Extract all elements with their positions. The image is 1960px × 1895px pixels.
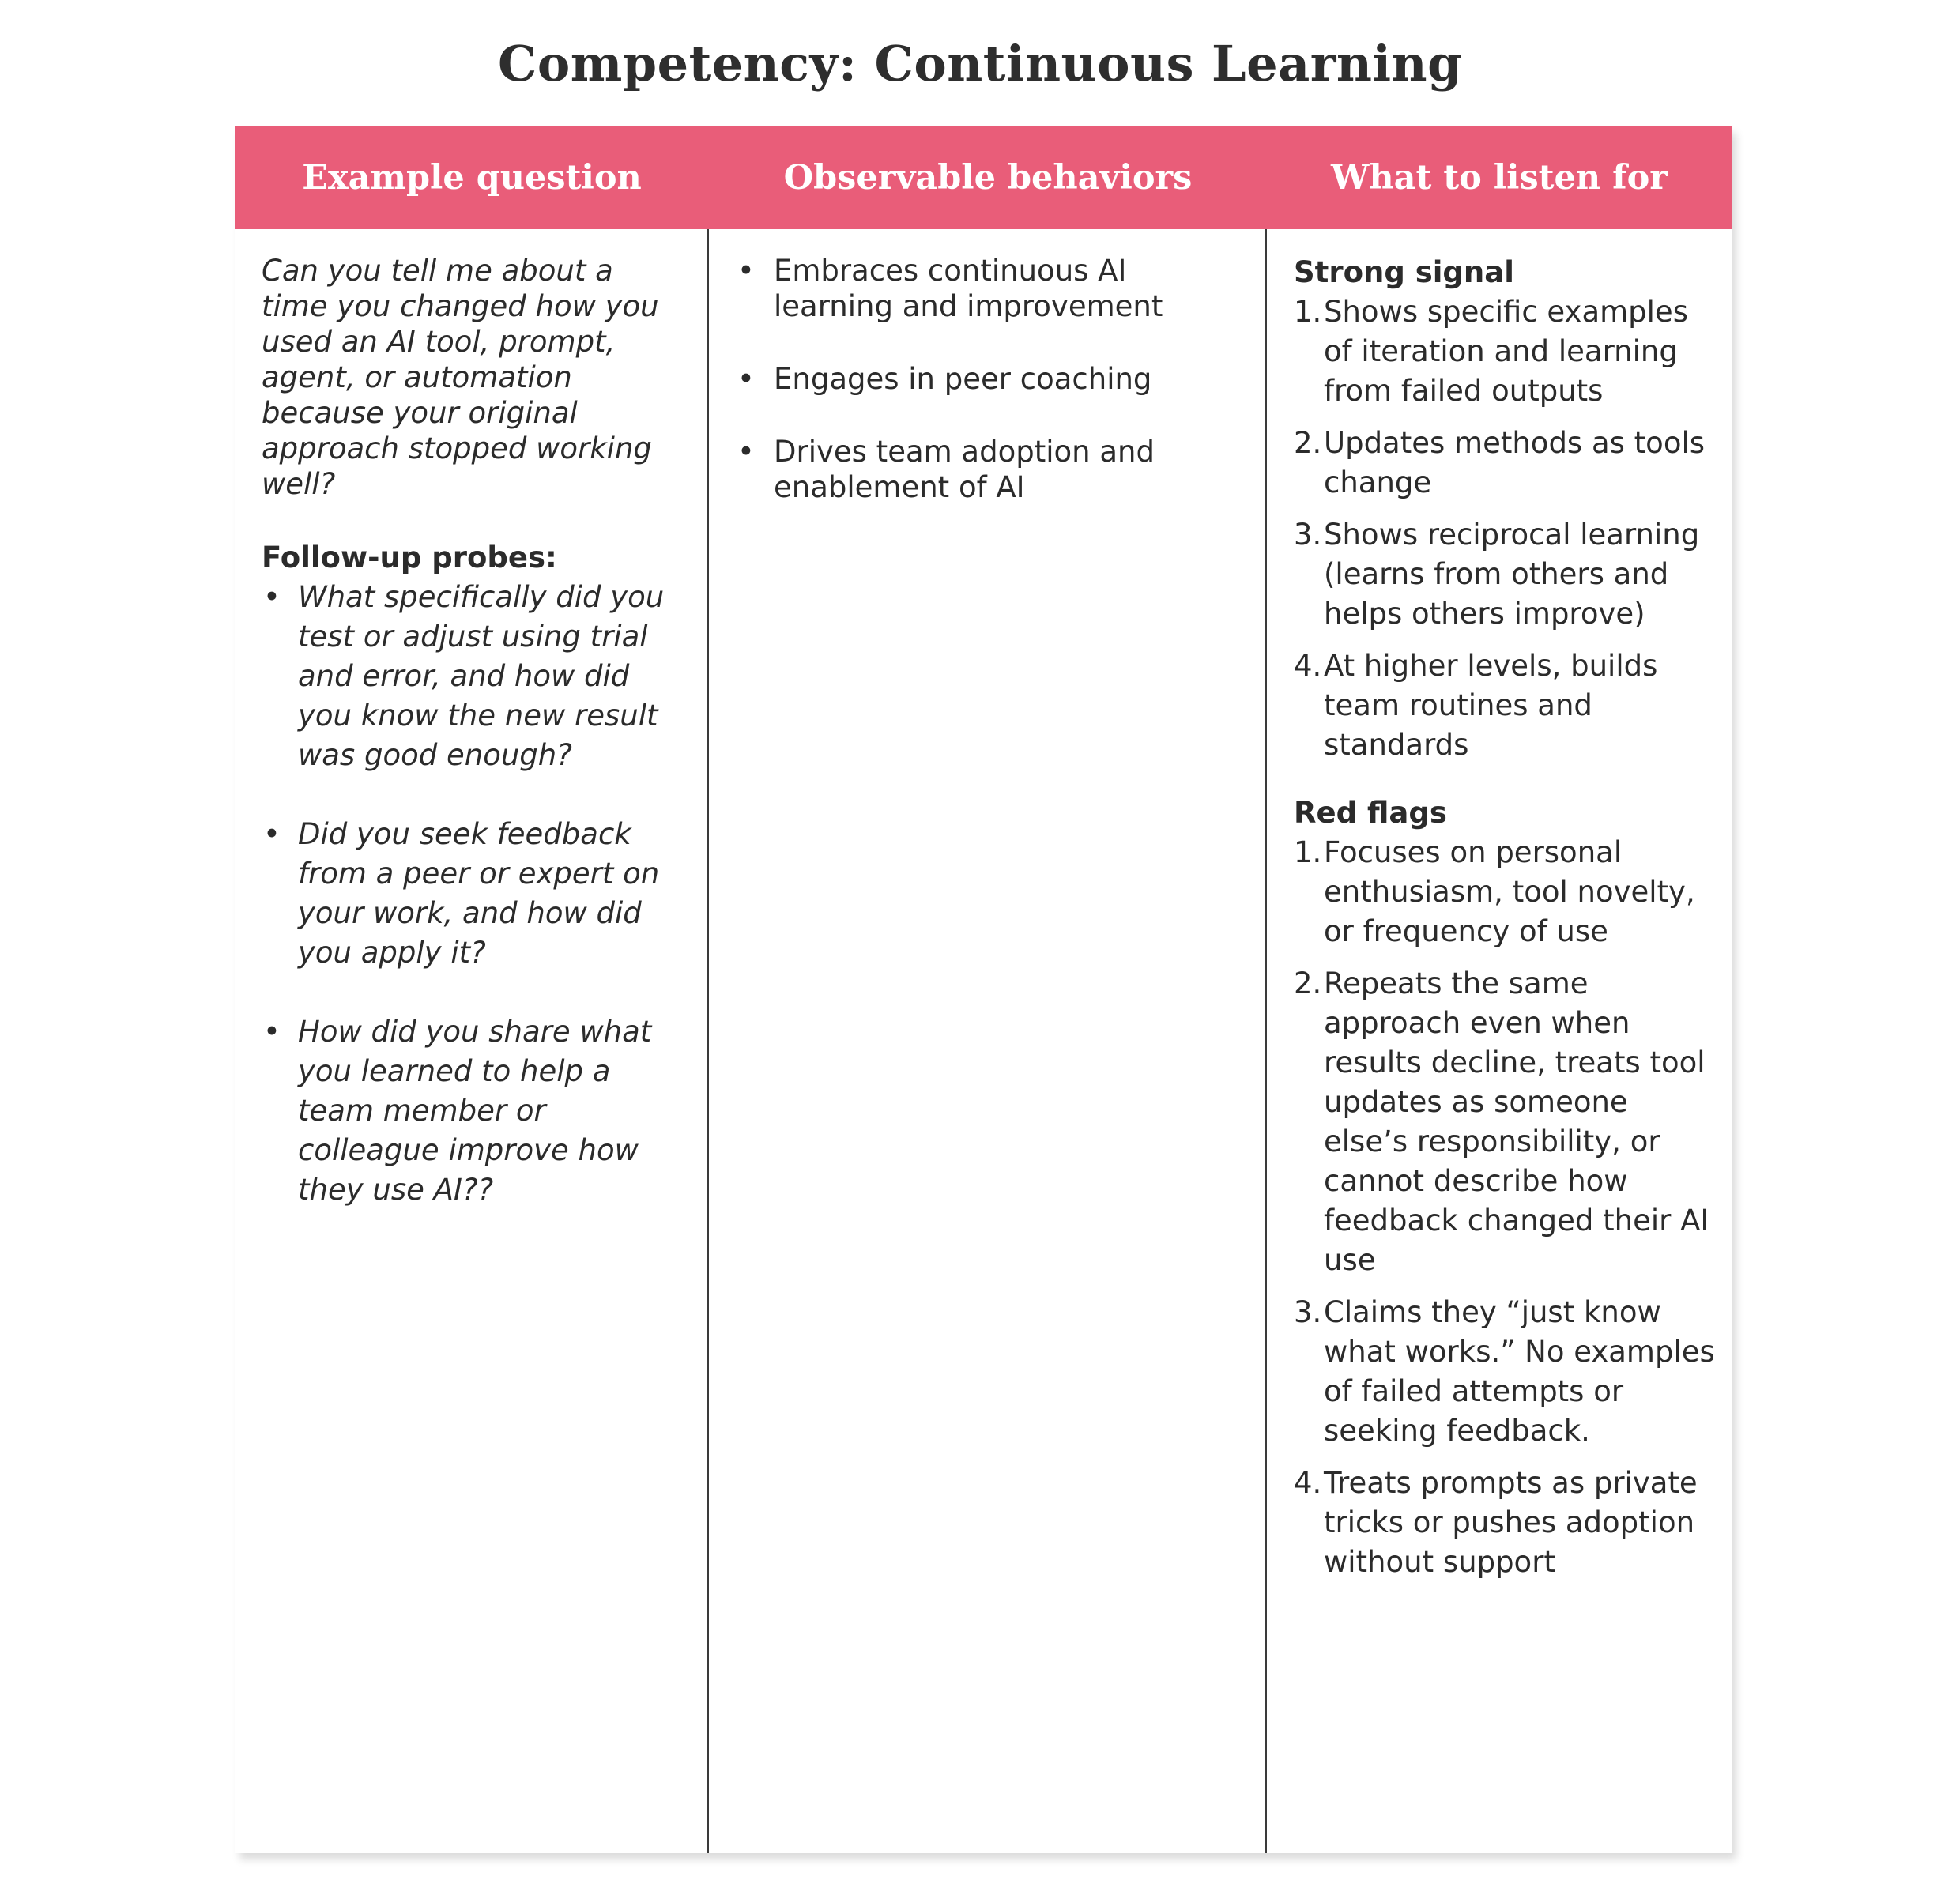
behavior-text: Drives team adoption and enablement of AI [774,435,1155,504]
list-item [1294,833,1716,951]
observable-behaviors-cell [709,229,1267,1853]
red-flags-heading: Red flags [1294,796,1447,830]
item-text: Focuses on personal enthusiasm, tool novelty, or frequency of use [1324,835,1695,948]
bullet-icon: • [737,254,755,288]
table-header [235,126,1732,229]
header-observable-behaviors: Observable behaviors [783,158,1193,198]
list-item [734,361,1250,397]
item-number: 4. [1294,649,1322,683]
item-text: At higher levels, builds team routines and standards [1324,649,1658,762]
item-text: Treats prompts as private tricks or pushes adoption without support [1324,1466,1698,1579]
item-number: 1. [1294,835,1322,869]
probe-text: How did you share what you learned to help a team member or colleague improve how they use AI?? [298,1015,652,1207]
item-number: 2. [1294,426,1322,460]
bullet-icon: • [263,817,281,851]
list-item [1294,646,1716,765]
follow-up-probes-list [262,578,688,1210]
header-what-to-listen-for: What to listen for [1331,158,1668,198]
follow-up-probes-heading: Follow-up probes: [262,541,557,575]
behaviors-list [734,253,1250,505]
behavior-text: Engages in peer coaching [774,362,1152,396]
item-text: Shows specific examples of iteration and learning from failed outputs [1324,295,1688,408]
list-item [262,815,688,973]
item-number: 4. [1294,1466,1322,1500]
example-question-text: Can you tell me about a time you changed how you used an AI tool, prompt, agent, or automation because your original approach stopped working well? [262,254,659,501]
list-item [262,1012,688,1210]
item-text: Updates methods as tools change [1324,426,1706,499]
list-item [1294,1293,1716,1451]
list-item [1294,424,1716,503]
item-text: Claims they “just know what works.” No examples of failed attempts or seeking feedback. [1324,1295,1715,1448]
behavior-text: Embraces continuous AI learning and improvement [774,254,1163,323]
list-item [262,578,688,775]
bullet-icon: • [263,1015,281,1049]
bullet-icon: • [737,435,755,469]
item-number: 1. [1294,295,1322,329]
header-example-question: Example question [302,158,642,198]
item-number: 2. [1294,966,1322,1000]
list-item [1294,1464,1716,1582]
list-item [1294,964,1716,1280]
probe-text: What specifically did you test or adjust using trial and error, and how did you know the new result was good enough? [298,580,665,772]
table-body [235,229,1732,1853]
list-item [734,434,1250,505]
page-title: Competency: Continuous Learning [498,35,1462,92]
what-to-listen-for-cell [1267,229,1732,1853]
red-flags-list [1294,833,1716,1582]
strong-signal-heading: Strong signal [1294,255,1514,289]
item-number: 3. [1294,518,1322,552]
competency-table [235,126,1732,1853]
example-question-cell [235,229,709,1853]
strong-signal-list [1294,292,1716,765]
bullet-icon: • [737,362,755,396]
item-number: 3. [1294,1295,1322,1329]
list-item [734,253,1250,324]
item-text: Repeats the same approach even when results decline, treats tool updates as someone else’s responsibility, or cannot describe how feedback changed their AI use [1324,966,1709,1277]
item-text: Shows reciprocal learning (learns from others and helps others improve) [1324,518,1700,631]
bullet-icon: • [263,580,281,614]
probe-text: Did you seek feedback from a peer or expert on your work, and how did you apply it? [298,817,660,970]
list-item [1294,292,1716,411]
list-item [1294,515,1716,634]
